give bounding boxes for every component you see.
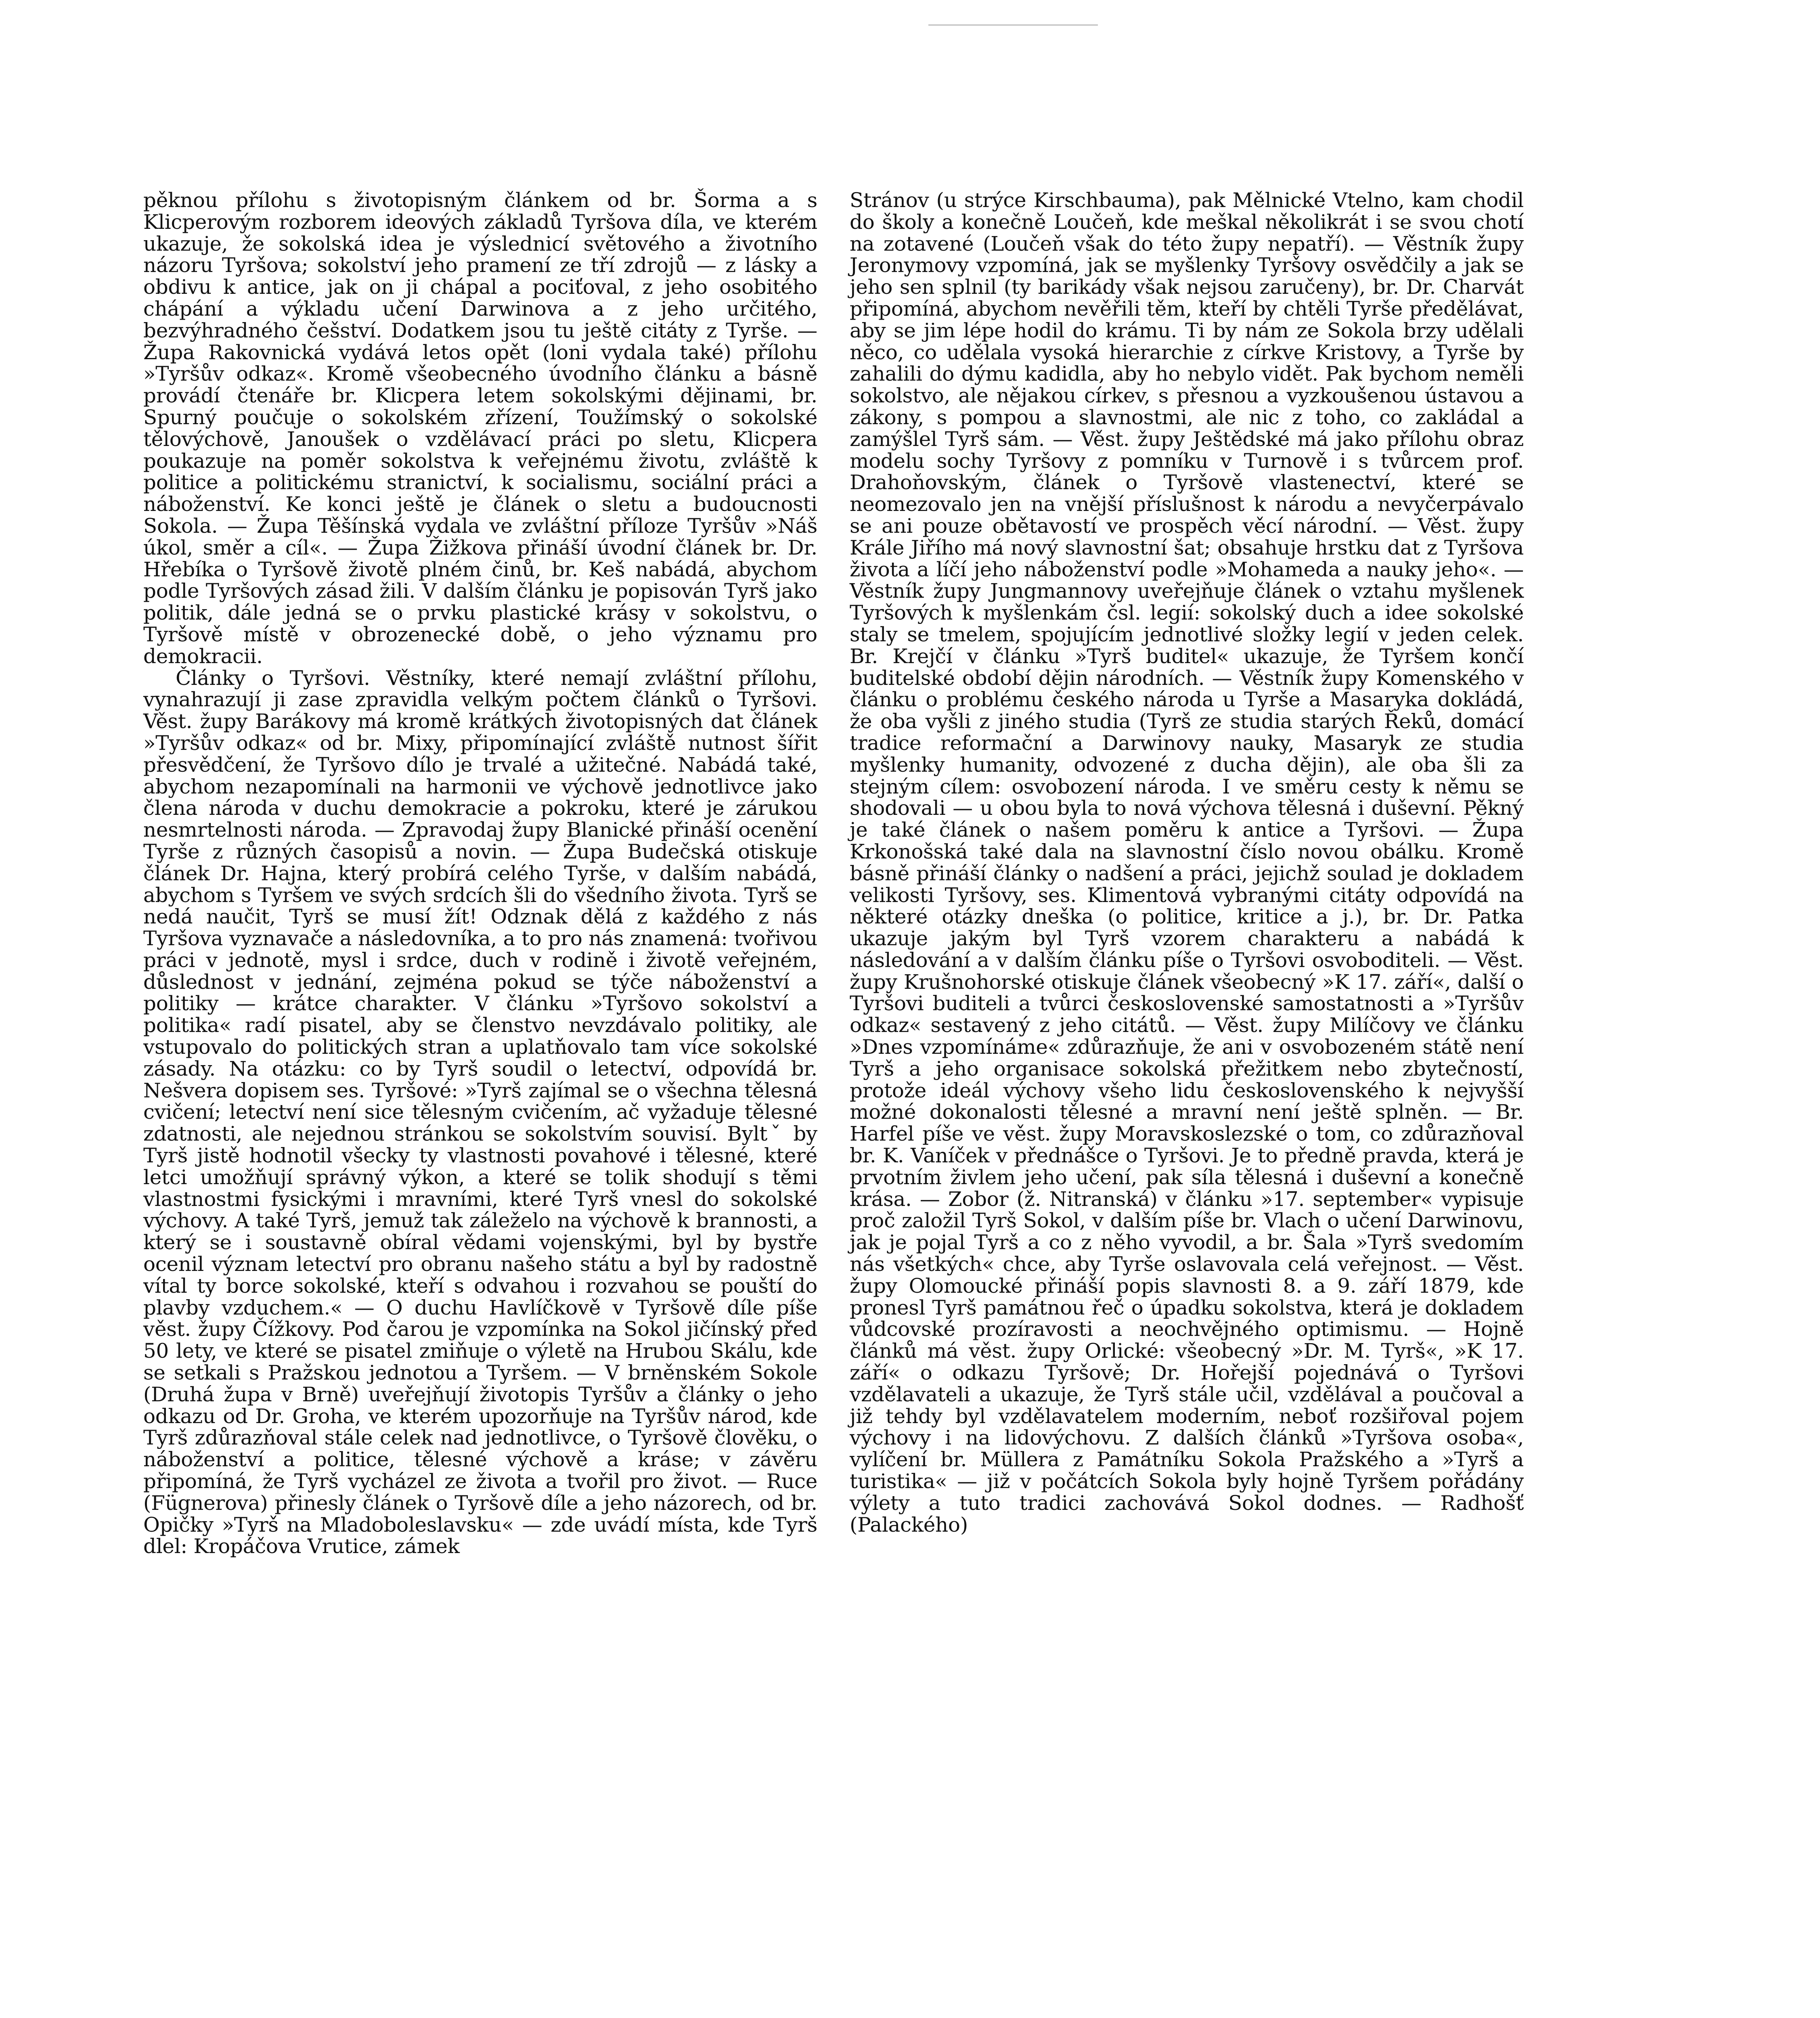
scan-edge-mark xyxy=(928,24,1098,42)
right-paragraph-1: Stránov (u strýce Kirschbauma), pak Mělnické Vtelno, kam chodil do školy a konečně Loučeň, kde meškal několikrát i se svou chotí na zotavené (Loučeň však do této župy nepatří). — Věstník župy Jeronymovy vzpomíná, jak se myšlenky Tyršovy osvědčily a jak se jeho sen splnil (ty barikády však nejsou zaručeny), br. Dr. Charvát připomíná, abychom nevěřili těm, kteří by chtěli Tyrše předělávat, aby se jim lépe hodil do krámu. Ti by nám ze Sokola brzy udělali něco, co udělala vysoká hierarchie z církve Kristovy, a Tyrše by zahalili do dýmu kadidla, aby ho nebylo vidět. Pak bychom neměli sokolstvo, ale nějakou církev, s přesnou a vyzkoušenou ústavou a zákony, s pompou a slavnostmi, ale nic z toho, co zakládal a zamýšlel Tyrš sám. — Věst. župy Ještědské má jako přílohu obraz modelu sochy Tyršovy z pomníku v Turnově i s tvůrcem prof. Drahoňovským, článek o Tyršově vlastenectví, které se neomezovalo jen na vnější příslušnost k národu a nevyčerpávalo se ani pouze obětavostí ve prospěch věcí národní. — Věst. župy Krále Jiřího má nový slavnostní šat; obsahuje hrstku dat z Tyršova života a líčí jeho náboženství podle »Mohameda a nauky jeho«. — Věstník župy Jungmannovy uveřejňuje článek o vztahu myšlenek Tyršových k myšlenkám čsl. legií: sokolský duch a idee sokolské staly se tmelem, spojujícím jednotlivé složky legií v jeden celek. Br. Krejčí v článku »Tyrš buditel« ukazuje, že Tyršem končí buditelské období dějin národních. — Věstník župy Komenského v článku o problému českého národa u Tyrše a Masaryka dokládá, že oba vyšli z jiného studia (Tyrš ze studia starých Řeků, domácí tradice reformační a Darwinovy nauky, Masaryk ze studia myšlenky humanity, odvozené z ducha dějin), ale oba šli za stejným cílem: osvobození národa. I ve směru cesty k němu se shodovali — u obou byla to nová výchova tělesná i duševní. Pěkný je také článek o našem poměru k antice a Tyršovi. — Župa Krkonošská také dala na slavnostní číslo novou obálku. Kromě básně přináší články o nadšení a práci, jejichž soulad je dokladem velikosti Tyršovy, ses. Klimentová vybranými citáty odpovídá na některé otázky dneška (o politice, kritice a j.), br. Dr. Patka ukazuje jakým byl Tyrš vzorem charakteru a nabádá k následování a v dalším článku píše o Tyršovi osvoboditeli. — Věst. župy Krušnohorské otiskuje článek všeobecný »K 17. září«, další o Tyršovi buditeli a tvůrci československé samostatnosti a »Tyršův odkaz« sestavený z jeho citátů. — Věst. župy Milíčovy ve článku »Dnes vzpomínáme« zdůrazňuje, že ani v osvobozeném státě není Tyrš a jeho organisace sokolská přežitkem nebo zbytečností, protože ideál výchovy všeho lidu československého k nejvyšší možné dokonalosti tělesné a mravní není ještě splněn. — Br. Harfel píše ve věst. župy Moravskoslezské o tom, co zdůrazňoval br. K. Vaníček v přednášce o Tyršovi. Je to předně pravda, která je prvotním živlem jeho učení, pak síla tělesná i duševní a konečně krása. — Zobor (ž. Nitranská) v článku »17. september« vypisuje proč založil Tyrš Sokol, v dalším píše br. Vlach o učení Darwinovu, jak je pojal Tyrš a co z něho vyvodil, a br. Šala »Tyrš svedomím nás všetkých« chce, aby Tyrše oslavovala celá veřejnost. — Věst. župy Olomoucké přináší popis slavnosti 8. a 9. září 1879, kde pronesl Tyrš památnou řeč o úpadku sokolstva, která je dokladem vůdcovské prozíravosti a neochvějného optimismu. — Hojně článků má věst. župy Orlické: všeobecný »Dr. M. Tyrš«, »K 17. září« o odkazu Tyršově; Dr. Hořejší pojednává o Tyršovi vzdělavateli a ukazuje, že Tyrš stále učil, vzdělával a poučoval a již tehdy byl vzdělavatelem moderním, neboť rozšiřoval pojem výchovy i na lidovýchovu. Z dalších článků »Tyršova osoba«, vylíčení br. Müllera z Památníku Sokola Pražského a »Tyrš a turistika« — již v počátcích Sokola byly hojně Tyršem pořádány výlety a tuto tradici zachovává Sokol dodnes. — Radhošť (Palackého) xyxy=(850,188,1524,1537)
right-column xyxy=(850,190,1524,1536)
left-paragraph-1: pěknou přílohu s životopisným článkem od br. Šorma a s Klicperovým rozborem ideových základů Tyršova díla, ve kterém ukazuje, že sokolská idea je výslednicí světového a životního názoru Tyršova; sokolství jeho pramení ze tří zdrojů — z lásky a obdivu k antice, jak on ji chápal a pociťoval, z jeho osobitého chápání a výkladu učení Darwinova a z jeho určitého, bezvýhradného češství. Dodatkem jsou tu ještě citáty z Tyrše. — Župa Rakovnická vydává letos opět (loni vydala také) přílohu »Tyršův odkaz«. Kromě všeobecného úvodního článku a básně provádí čtenáře br. Klicpera letem sokolskými dějinami, br. Spurný poučuje o sokolském zřízení, Toužímský o sokolské tělovýchově, Janoušek o vzdělávací práci po sletu, Klicpera poukazuje na poměr sokolstva k veřejnému životu, zvláště k politice a politickému stranictví, k socialismu, sociální práci a náboženství. Ke konci ještě je článek o sletu a budoucnosti Sokola. — Župa Těšínská vydala ve zvláštní příloze Tyršův »Náš úkol, směr a cíl«. — Župa Žižkova přináší úvodní článek br. Dr. Hřebíka o Tyršově životě plném činů, br. Keš nabádá, abychom podle Tyršových zásad žili. V dalším článku je popisován Tyrš jako politik, dále jedná se o prvku plastické krásy v sokolstvu, o Tyršově místě v obrozenecké době, o jeho významu pro demokracii. xyxy=(143,188,817,668)
left-paragraph-2: Články o Tyršovi. Věstníky, které nemají zvláštní přílohu, vynahrazují ji zase zpravidla velkým počtem článků o Tyršovi. Věst. župy Barákovy má kromě krátkých životopisných dat článek »Tyršův odkaz« od br. Mixy, připomínající zvláště nutnost šířit přesvědčení, že Tyršovo dílo je trvalé a užitečné. Nabádá také, abychom nezapomínali na harmonii ve výchově jednotlivce jako člena národa v duchu demokracie a pokroku, které je zárukou nesmrtelnosti národa. — Zpravodaj župy Blanické přináší ocenění Tyrše z různých časopisů a novin. — Župa Budečská otiskuje článek Dr. Hajna, který probírá celého Tyrše, v dalším nabádá, abychom s Tyršem ve svých srdcích šli do všedního života. Tyrš se nedá naučit, Tyrš se musí žít! Odznak dělá z každého z nás Tyršova vyznavače a následovníka, a to pro nás znamená: tvořivou práci v jednotě, mysl i srdce, duch v rodině i životě veřejném, důslednost v jednání, zejména pokud se týče náboženství a politiky — krátce charakter. V článku »Tyršovo sokolství a politika« radí pisatel, aby se členstvo nevzdávalo politiky, ale vstupovalo do politických stran a uplatňovalo tam více sokolské zásady. Na otázku: co by Tyrš soudil o letectví, odpovídá br. Nešvera dopisem ses. Tyršové: »Tyrš zajímal se o všechna tělesná cvičení; letectví není sice tělesným cvičením, ač vyžaduje tělesné zdatnosti, ale nejednou stránkou se sokolstvím souvisí. Byltˇ by Tyrš jistě hodnotil všecky ty vlastnosti povahové i tělesné, které letci umožňují správný výkon, a které se tolik shodují s těmi vlastnostmi fysickými i mravními, které Tyrš vnesl do sokolské výchovy. A také Tyrš, jemuž tak záleželo na výchově k brannosti, a který se i soustavně obíral vědami vojenskými, byl by bystře ocenil význam letectví pro obranu našeho státu a byl by radostně vítal ty borce sokolské, kteří s odvahou i rozvahou se pouští do plavby vzduchem.« — O duchu Havlíčkově v Tyršově díle píše věst. župy Čížkovy. Pod čarou je vzpomínka na Sokol jičínský před 50 lety, ve které se pisatel zmiňuje o výletě na Hrubou Skálu, kde se setkali s Pražskou jednotou a Tyršem. — V brněnském Sokole (Druhá župa v Brně) uveřejňují životopis Tyršův a články o jeho odkazu od Dr. Groha, ve kterém upozorňuje na Tyršův národ, kde Tyrš zdůrazňoval stále celek nad jednotlivce, o Tyršově člověku, o náboženství a politice, tělesné výchově a kráse; v závěru připomíná, že Tyrš vycházel ze života a tvořil pro život. — Ruce (Fügnerova) přinesly článek o Tyršově díle a jeho názorech, od br. Opičky »Tyrš na Mladoboleslavsku« — zde uvádí místa, kde Tyrš dlel: Kropáčova Vrutice, zámek xyxy=(143,666,817,1558)
left-column xyxy=(143,190,817,1557)
